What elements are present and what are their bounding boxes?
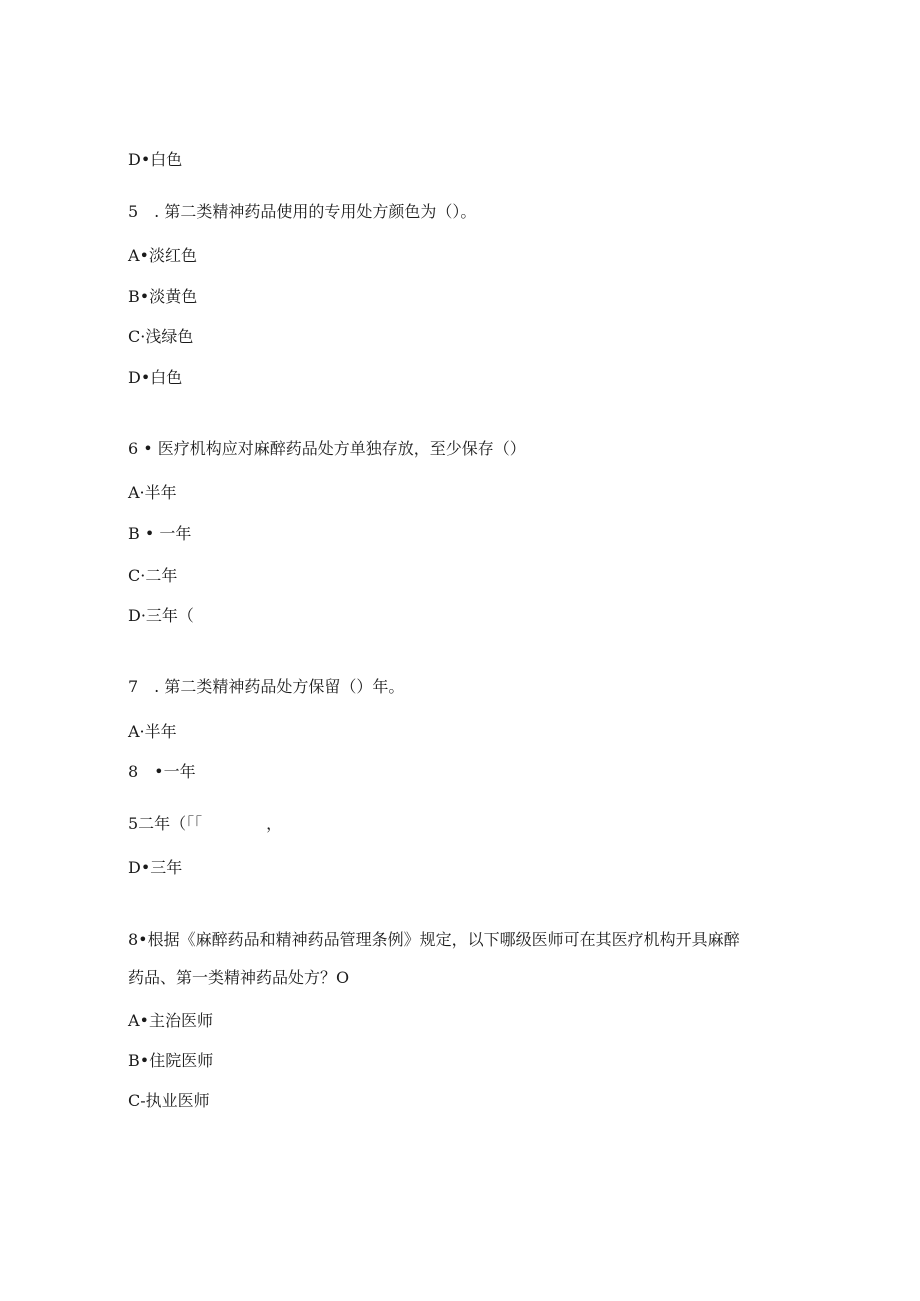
q7-option-b: 8 •一年: [128, 762, 196, 781]
q5-option-c: C·浅绿色: [128, 327, 194, 346]
q8-option-a: A•主治医师: [128, 1011, 213, 1030]
q6-option-b: B • 一年: [128, 524, 192, 543]
q5-option-d: D•白色: [128, 368, 183, 387]
q5-option-b: B•淡黄色: [128, 287, 198, 306]
q7-option-a: A·半年: [128, 722, 177, 741]
q5-option-a: A•淡红色: [128, 246, 197, 265]
q8-option-b: B•住院医师: [128, 1051, 214, 1070]
question-8: 8•根据《麻醉药品和精神药品管理条例》规定，以下哪级医师可在其医疗机构开具麻醉: [128, 930, 740, 949]
q6-option-a: A·半年: [128, 483, 177, 502]
q6-option-c: C·二年: [128, 566, 178, 585]
question-8-continued: 药品、第一类精神药品处方？O: [128, 968, 350, 987]
q6-option-d: D·三年（: [128, 606, 194, 625]
question-5: 5 . 第二类精神药品使用的专用处方颜色为（）。: [128, 202, 477, 221]
q4-option-d: D•白色: [128, 150, 183, 169]
question-7: 7 . 第二类精神药品处方保留（）年。: [128, 677, 405, 696]
q8-option-c: C-执业医师: [128, 1091, 210, 1110]
q7-option-d: D•三年: [128, 858, 183, 877]
question-6: 6 • 医疗机构应对麻醉药品处方单独存放，至少保存（）: [128, 439, 526, 458]
q7-option-c: 5二年（「「 ，: [128, 814, 283, 833]
